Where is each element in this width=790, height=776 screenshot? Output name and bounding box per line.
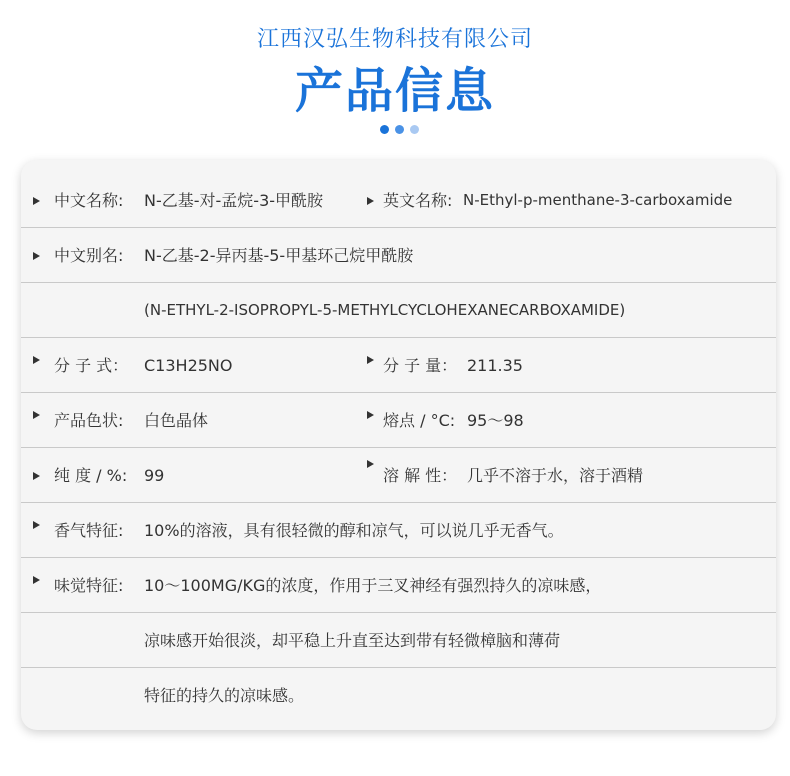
company-name: 江西汉弘生物科技有限公司	[256, 27, 533, 52]
taste-value-line-3: 特征的持久的凉味感。	[144, 686, 305, 705]
chinese-name-label: 中文名称:	[54, 191, 124, 210]
bullet-arrow-icon	[33, 472, 40, 480]
bullet-arrow-icon	[33, 521, 40, 529]
english-name-label: 英文名称:	[383, 191, 453, 210]
purity-value: 99	[144, 466, 165, 485]
english-name-value: N-Ethyl-p-menthane-3-carboxamide	[463, 191, 733, 209]
bullet-arrow-icon	[367, 356, 374, 364]
bullet-arrow-icon	[33, 356, 40, 364]
alias-english-value: (N-ETHYL-2-ISOPROPYL-5-METHYLCYCLOHEXANECARBOXAMIDE)	[144, 301, 626, 319]
row-taste	[21, 558, 776, 613]
bullet-arrow-icon	[367, 411, 374, 419]
melting-point-label: 熔点 / °C:	[383, 411, 456, 430]
taste-value: 10～100MG/KG的浓度，作用于三叉神经有强烈持久的凉味感，	[144, 576, 602, 595]
bullet-arrow-icon	[33, 576, 40, 584]
dot-1	[380, 125, 389, 134]
alias-label: 中文别名:	[54, 246, 124, 265]
product-info-card	[21, 160, 776, 730]
solubility-label: 溶 解 性：	[383, 466, 458, 485]
aroma-value: 10%的溶液，具有很轻微的醇和凉气，可以说几乎无香气。	[144, 521, 564, 540]
dot-3	[410, 125, 419, 134]
purity-label: 纯 度 / %:	[54, 466, 128, 485]
row-taste-continued	[21, 613, 776, 668]
alias-value: N-乙基-2-异丙基-5-甲基环己烷甲酰胺	[144, 246, 414, 265]
bullet-arrow-icon	[33, 252, 40, 260]
bullet-arrow-icon	[367, 460, 374, 468]
row-appearance	[21, 393, 776, 448]
row-purity	[21, 448, 776, 503]
bullet-arrow-icon	[33, 197, 40, 205]
row-alias	[21, 228, 776, 283]
chinese-name-value: N-乙基-对-孟烷-3-甲酰胺	[144, 191, 324, 210]
row-formula	[21, 338, 776, 393]
taste-label: 味觉特征:	[54, 576, 124, 595]
molecular-weight-label: 分 子 量：	[383, 356, 458, 375]
melting-point-value: 95～98	[467, 411, 524, 430]
appearance-value: 白色晶体	[144, 411, 209, 430]
dot-2	[395, 125, 404, 134]
appearance-label: 产品色状:	[54, 411, 124, 430]
formula-value: C13H25NO	[144, 356, 233, 375]
bullet-arrow-icon	[33, 411, 40, 419]
formula-label: 分 子 式：	[54, 356, 129, 375]
page-title: 产品信息	[294, 63, 495, 119]
row-aroma	[21, 503, 776, 558]
row-name	[21, 173, 776, 228]
row-taste-continued-2	[21, 668, 776, 723]
row-alias-english	[21, 283, 776, 338]
molecular-weight-value: 211.35	[467, 356, 523, 375]
aroma-label: 香气特征:	[54, 521, 124, 540]
solubility-value: 几乎不溶于水，溶于酒精	[467, 466, 644, 485]
bullet-arrow-icon	[367, 197, 374, 205]
taste-value-line-2: 凉味感开始很淡，却平稳上升直至达到带有轻微樟脑和薄荷	[144, 631, 561, 650]
